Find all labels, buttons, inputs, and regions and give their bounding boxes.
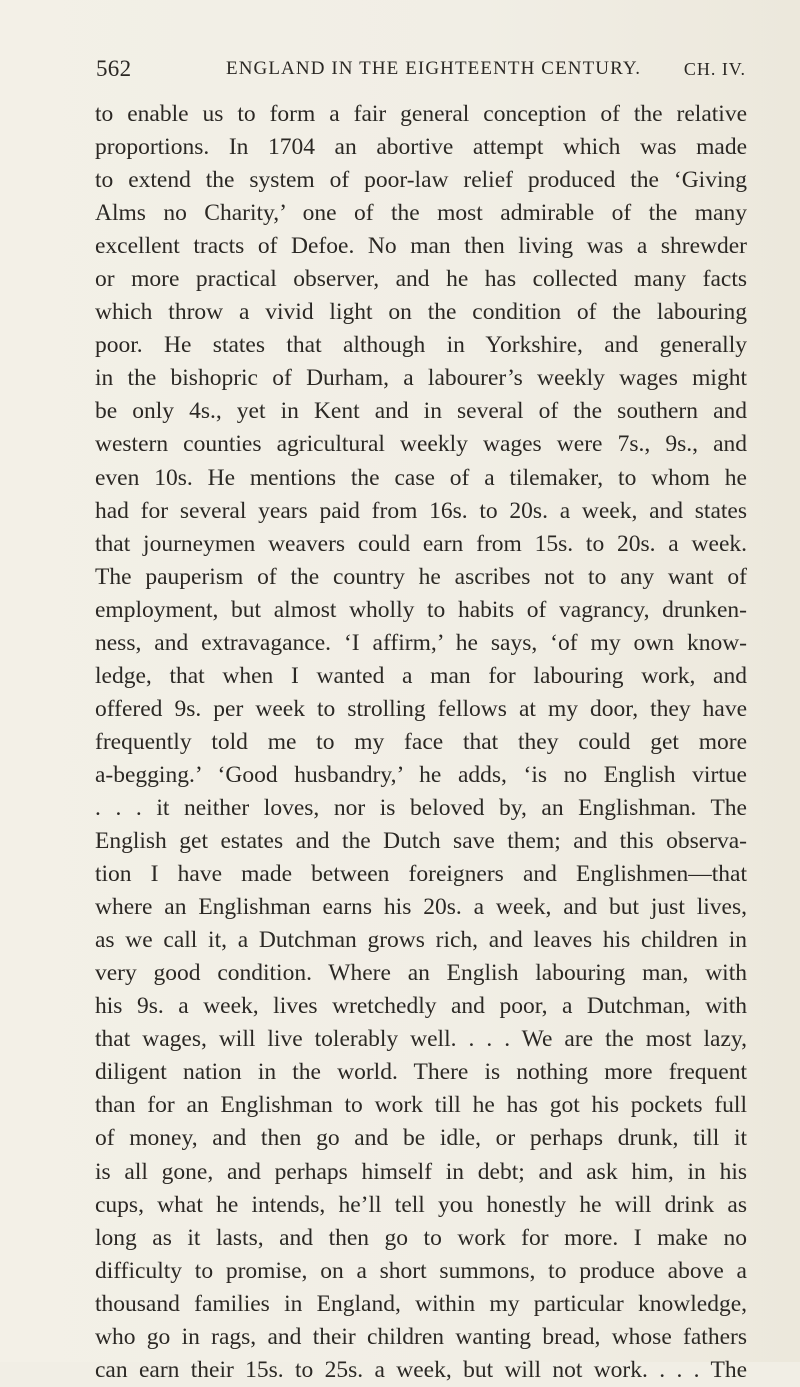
text-line: in the bishopric of Durham, a labourer’s weekly wages might — [95, 365, 747, 392]
text-line: . . . it neither loves, nor is beloved by, an Englishman. The — [95, 794, 747, 821]
text-line: very good condition. Where an English labouring man, with — [95, 960, 747, 987]
text-line: had for several years paid from 16s. to 20s. a week, and states — [95, 497, 747, 524]
body-text — [95, 98, 747, 1387]
text-line: ness, and extravagance. ‘I affirm,’ he says, ‘of my own know- — [95, 629, 747, 656]
text-line: his 9s. a week, lives wretchedly and poor, a Dutchman, with — [95, 993, 747, 1020]
page-number: 562 — [96, 56, 132, 81]
text-line: The pauperism of the country he ascribes not to any want of — [95, 563, 747, 590]
text-line: or more practical observer, and he has collected many facts — [95, 266, 747, 293]
page-header — [96, 54, 746, 84]
text-line: where an Englishman earns his 20s. a week, and but just lives, — [95, 894, 747, 921]
text-line: to extend the system of poor-law relief produced the ‘Giving — [95, 167, 747, 194]
text-line: is all gone, and perhaps himself in debt; and ask him, in his — [95, 1158, 747, 1185]
text-line: which throw a vivid light on the condition of the labouring — [95, 299, 747, 326]
text-line: ledge, that when I wanted a man for labouring work, and — [95, 662, 747, 689]
text-line: even 10s. He mentions the case of a tilemaker, to whom he — [95, 464, 747, 491]
text-line: that wages, will live tolerably well. . . . We are the most lazy, — [95, 1026, 747, 1053]
text-line: than for an Englishman to work till he has got his pockets full — [95, 1092, 747, 1119]
text-line: poor. He states that although in Yorkshire, and generally — [95, 332, 747, 359]
chapter-reference: CH. IV. — [683, 59, 746, 79]
text-line: English get estates and the Dutch save them; and this observa- — [95, 828, 747, 855]
text-line: who go in rags, and their children wanting bread, whose fathers — [95, 1323, 747, 1350]
text-line: employment, but almost wholly to habits of vagrancy, drunken- — [95, 596, 747, 623]
text-line: proportions. In 1704 an abortive attempt which was made — [95, 134, 747, 161]
text-line: western counties agricultural weekly wages were 7s., 9s., and — [95, 431, 747, 458]
text-line: thousand families in England, within my particular knowledge, — [95, 1290, 747, 1317]
text-line: as we call it, a Dutchman grows rich, and leaves his children in — [95, 927, 747, 954]
text-line: of money, and then go and be idle, or perhaps drunk, till it — [95, 1125, 747, 1152]
text-line: difficulty to promise, on a short summons, to produce above a — [95, 1257, 747, 1284]
text-line: long as it lasts, and then go to work for more. I make no — [95, 1224, 747, 1251]
text-line: diligent nation in the world. There is nothing more frequent — [95, 1059, 747, 1086]
text-line: frequently told me to my face that they could get more — [95, 728, 747, 755]
text-line: cups, what he intends, he’ll tell you honestly he will drink as — [95, 1191, 747, 1218]
text-line: excellent tracts of Defoe. No man then living was a shrewder — [95, 233, 747, 260]
text-line: offered 9s. per week to strolling fellows at my door, they have — [95, 695, 747, 722]
text-line: Alms no Charity,’ one of the most admirable of the many — [95, 200, 747, 227]
text-line: tion I have made between foreigners and Englishmen—that — [95, 861, 747, 888]
text-line: be only 4s., yet in Kent and in several of the southern and — [95, 398, 747, 425]
text-line: that journeymen weavers could earn from 15s. to 20s. a week. — [95, 530, 747, 557]
running-title: ENGLAND IN THE EIGHTEENTH CENTURY. — [226, 58, 642, 79]
text-line: to enable us to form a fair general conception of the relative — [95, 101, 747, 127]
text-line: can earn their 15s. to 25s. a week, but will not work. . . . The — [95, 1356, 747, 1383]
text-line: a-begging.’ ‘Good husbandry,’ he adds, ‘is no English virtue — [95, 761, 747, 788]
